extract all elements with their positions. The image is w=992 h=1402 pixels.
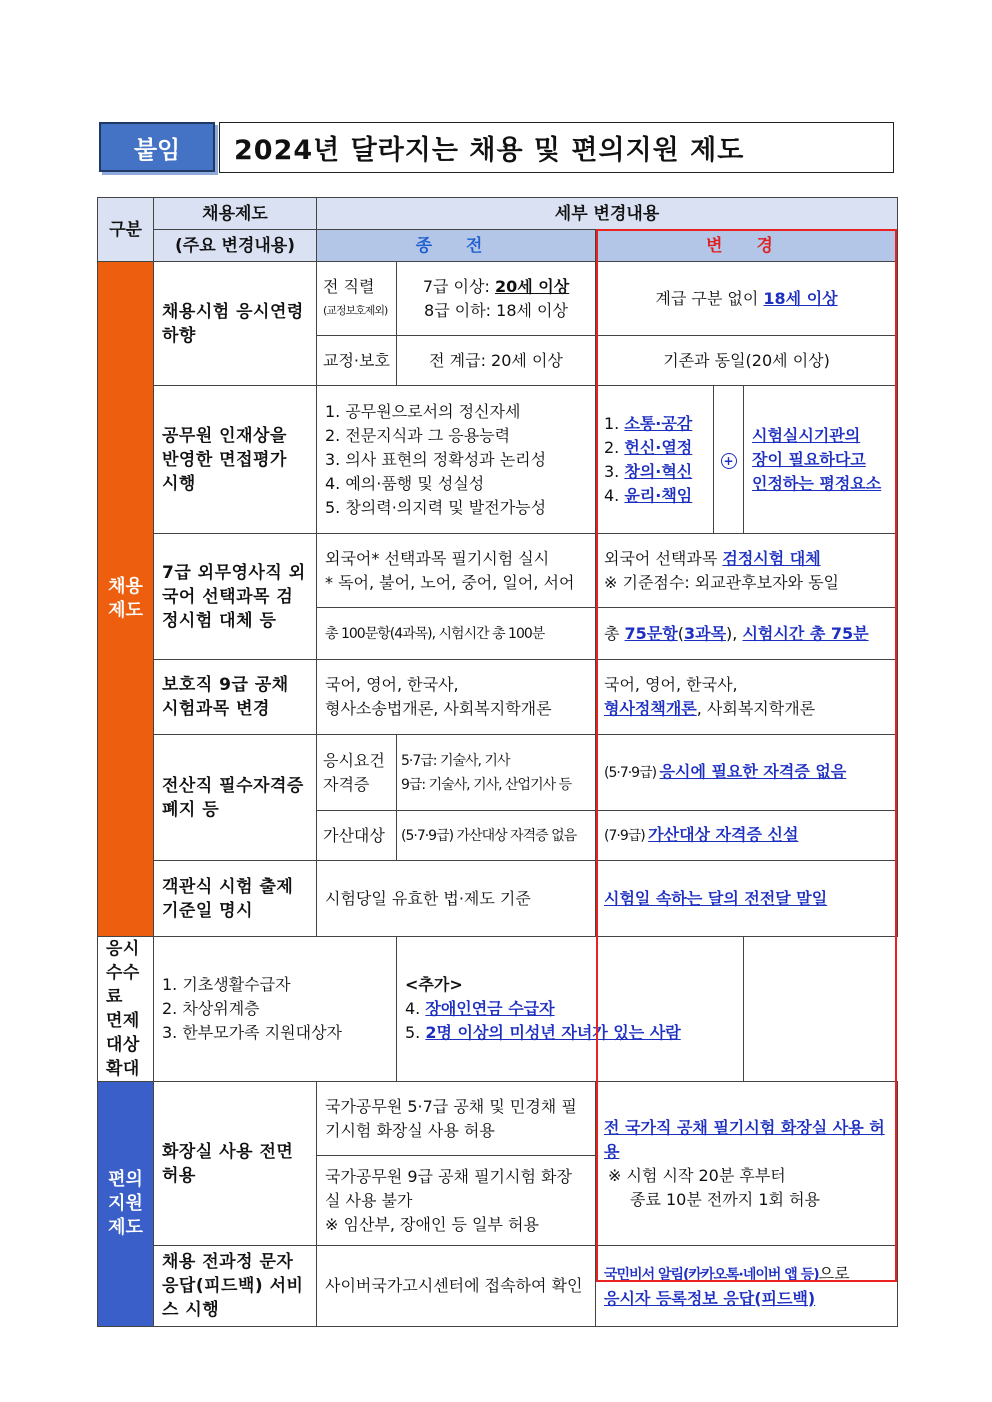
basis-after <box>596 861 898 937</box>
category-support <box>98 1082 154 1327</box>
it-before-line2: 9급: 기술사, 기사, 산업기사 등 <box>401 776 572 793</box>
system-it: 전산직 필수자격증 폐지 등 <box>154 735 317 861</box>
age-before-8: 8급 이하: 18세 이상 <box>424 300 568 320</box>
restroom-after <box>596 1082 898 1246</box>
system-basis: 객관식 시험 출제 기준일 명시 <box>154 861 317 937</box>
interview-after-num: 4. <box>604 485 625 505</box>
header-before-label: 종 전 <box>415 235 497 256</box>
plus-icon: + <box>721 453 737 469</box>
page-title: 2024년 달라지는 채용 및 편의지원 제도 <box>219 122 894 173</box>
category-hiring-line2: 제도 <box>108 600 143 621</box>
interview-after-num: 2. <box>604 437 625 457</box>
restroom-after-main: 전 국가직 공채 필기시험 화장실 사용 허용 <box>604 1117 885 1161</box>
interview-before-item: 1. 공무원으로서의 정신자세 <box>325 401 521 421</box>
foreign-before-subject <box>317 534 596 608</box>
interview-extra-line: 장이 필요하다고 <box>752 449 866 469</box>
probation-after-line1: 국어, 영어, 한국사, <box>604 675 738 694</box>
fee-after-num: 4. <box>405 999 426 1018</box>
it-label-bonus: 가산대상 <box>317 811 397 861</box>
age-label-correction: 교정·보호 <box>317 336 397 386</box>
fee-after-item: 2명 이상의 미성년 자녀가 있는 사람 <box>425 1023 681 1042</box>
interview-after-extra <box>744 386 898 534</box>
restroom-before-57: 국가공무원 5·7급 공채 및 민경채 필기시험 화장실 사용 허용 <box>317 1082 596 1156</box>
restroom-before-9-note: ※ 임산부, 장애인 등 일부 허용 <box>325 1214 539 1234</box>
system-restroom: 화장실 사용 전면 허용 <box>154 1082 317 1246</box>
it-after-bonus-grade: (7·9급) <box>604 828 649 844</box>
category-hiring-line1: 채용 <box>108 576 143 597</box>
age-label-all-text: 전 직렬 <box>323 276 375 296</box>
header-category: 구분 <box>98 198 154 262</box>
fee-after-item: 장애인연금 수급자 <box>425 999 555 1018</box>
age-label-all <box>317 262 397 336</box>
foreign-after-note: ※ 기준점수: 외교관후보자와 동일 <box>604 572 839 592</box>
fee-before-item: 3. 한부모가족 지원대상자 <box>162 1023 342 1042</box>
age-after-correction: 기존과 동일(20세 이상) <box>596 336 898 386</box>
age-after-value: 18세 이상 <box>763 288 838 308</box>
interview-extra-line: 인정하는 평정요소 <box>752 473 882 493</box>
system-sms: 채용 전과정 문자 응답(피드백) 서비스 시행 <box>154 1246 317 1327</box>
header-after <box>596 230 898 262</box>
attachment-badge: 붙임 <box>99 122 215 172</box>
it-label-line2: 자격증 <box>323 774 370 794</box>
header-system: 채용제도 <box>154 198 317 230</box>
system-age: 채용시험 응시연령 하향 <box>154 262 317 386</box>
foreign-after-subjects: 3과목 <box>683 623 727 643</box>
foreign-before-line2: * 독어, 불어, 노어, 중어, 일어, 서어 <box>325 572 575 592</box>
it-after-requirement <box>596 735 898 811</box>
header-after-label: 변 경 <box>706 235 787 256</box>
foreign-after-label: 외국어 선택과목 <box>604 548 723 568</box>
it-before-line1: 5·7급: 기술사, 기사 <box>401 752 510 769</box>
foreign-after-paren-open: ( <box>677 623 684 643</box>
sms-after-channel: 국민비서 알림(카카오톡·네이버 앱 등) <box>604 1266 819 1283</box>
fee-after-head: <추가> <box>405 975 463 994</box>
interview-extra-line: 시험실시기관의 <box>752 425 861 445</box>
foreign-after-paren-close: ), <box>726 623 743 643</box>
it-after-bonus-value: 가산대상 자격증 신설 <box>648 825 799 844</box>
it-before-requirement <box>397 735 596 811</box>
category-support-line1: 편의 <box>108 1169 143 1190</box>
system-probation: 보호직 9급 공채 시험과목 변경 <box>154 660 317 735</box>
interview-plus-cell <box>714 386 744 534</box>
probation-before <box>317 660 596 735</box>
fee-after <box>397 937 744 1082</box>
it-after-bonus <box>596 811 898 861</box>
it-before-bonus: (5·7·9급) 가산대상 자격증 없음 <box>397 811 596 861</box>
category-hiring <box>98 262 154 937</box>
system-fee: 응시수수료 면제대상 확대 <box>98 937 154 1082</box>
sms-after <box>596 1246 898 1327</box>
fee-after-num: 5. <box>405 1023 426 1042</box>
restroom-before-9-main: 국가공무원 9급 공채 필기시험 화장실 사용 불가 <box>325 1166 572 1210</box>
title-area <box>99 122 894 173</box>
interview-before-item: 3. 의사 표현의 정확성과 논리성 <box>325 449 547 469</box>
foreign-before-count: 총 100문항(4과목), 시험시간 총 100분 <box>317 608 596 660</box>
age-after-all <box>596 262 898 336</box>
age-before-7-value: 20세 이상 <box>494 276 570 296</box>
probation-after <box>596 660 898 735</box>
restroom-after-note2: 종료 10분 전까지 1회 허용 <box>630 1189 820 1209</box>
basis-before: 시험당일 유효한 법·제도 기준 <box>317 861 596 937</box>
foreign-after-value: 검정시험 대체 <box>722 548 821 568</box>
probation-after-rest: , 사회복지학개론 <box>696 699 816 718</box>
interview-before-item: 5. 창의력·의지력 및 발전가능성 <box>325 497 547 517</box>
category-support-line3: 제도 <box>108 1217 143 1238</box>
age-label-exception: (교정보호제외) <box>323 303 388 317</box>
interview-after-item: 헌신·열정 <box>624 437 693 457</box>
probation-before-line1: 국어, 영어, 한국사, <box>325 675 459 694</box>
header-before <box>317 230 596 262</box>
interview-after-item: 소통·공감 <box>624 413 693 433</box>
probation-after-new-subject: 형사정책개론 <box>604 699 697 718</box>
basis-after-value: 시험일 속하는 달의 전전달 말일 <box>604 888 828 908</box>
it-after-value: 응시에 필요한 자격증 없음 <box>659 762 847 781</box>
it-label-line1: 응시요건 <box>323 750 385 770</box>
foreign-after-count <box>596 608 898 660</box>
interview-after-item: 윤리·책임 <box>624 485 693 505</box>
sms-after-suffix: 으로 <box>818 1263 850 1283</box>
header-detail: 세부 변경내용 <box>317 198 898 230</box>
restroom-before-9 <box>317 1156 596 1246</box>
interview-after-num: 3. <box>604 461 625 481</box>
restroom-after-note1: ※ 시험 시작 20분 후부터 <box>608 1165 786 1185</box>
age-after-label: 계급 구분 없이 <box>655 288 764 308</box>
interview-before-item: 4. 예의·품행 및 성실성 <box>325 473 485 493</box>
fee-before-item: 2. 차상위계층 <box>162 999 260 1018</box>
sms-before: 사이버국가고시센터에 접속하여 확인 <box>317 1246 596 1327</box>
age-before-correction: 전 계급: 20세 이상 <box>397 336 596 386</box>
interview-after-num: 1. <box>604 413 625 433</box>
foreign-after-count-prefix: 총 <box>604 623 625 643</box>
sms-after-value: 응시자 등록정보 응답(피드백) <box>604 1288 816 1308</box>
foreign-before-line1: 외국어* 선택과목 필기시험 실시 <box>325 548 550 568</box>
fee-before <box>154 937 397 1082</box>
system-foreign: 7급 외무영사직 외국어 선택과목 검정시험 대체 등 <box>154 534 317 660</box>
age-before-all <box>397 262 596 336</box>
age-before-7-label: 7급 이상: <box>422 276 495 296</box>
it-label-requirement <box>317 735 397 811</box>
foreign-after-questions: 75문항 <box>624 623 678 643</box>
change-table <box>97 197 898 1327</box>
interview-before-item: 2. 전문지식과 그 응용능력 <box>325 425 511 445</box>
interview-after-items <box>596 386 714 534</box>
it-after-grade: (5·7·9급) <box>604 765 660 781</box>
foreign-after-subject <box>596 534 898 608</box>
foreign-after-time: 시험시간 총 75분 <box>742 623 869 643</box>
interview-before <box>317 386 596 534</box>
probation-before-line2: 형사소송법개론, 사회복지학개론 <box>325 699 552 718</box>
fee-before-item: 1. 기초생활수급자 <box>162 975 291 994</box>
category-support-line2: 지원 <box>108 1193 143 1214</box>
system-interview: 공무원 인재상을 반영한 면접평가 시행 <box>154 386 317 534</box>
header-system-sub: (주요 변경내용) <box>154 230 317 262</box>
interview-after-item: 창의·혁신 <box>624 461 693 481</box>
